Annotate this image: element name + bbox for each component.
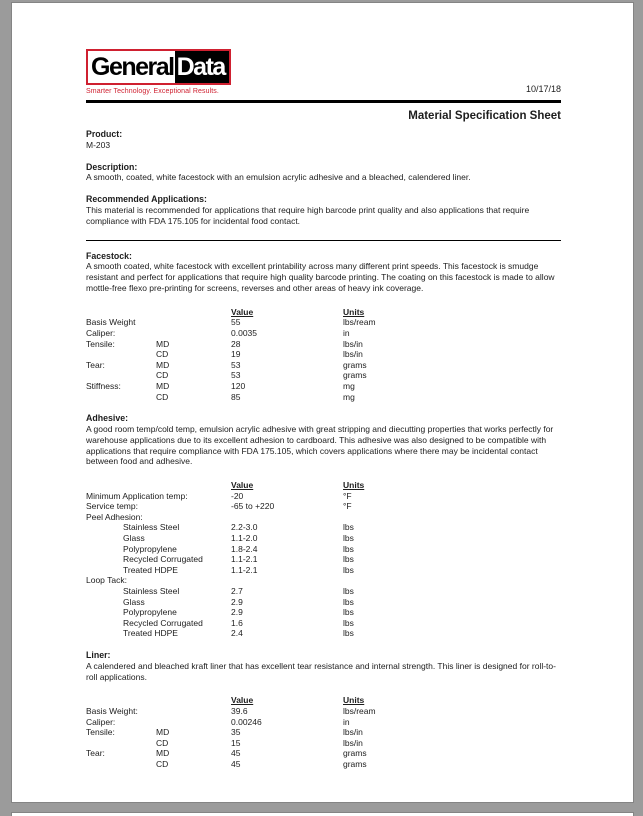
row-label: Stainless Steel (123, 586, 180, 597)
row-label: Glass (123, 533, 145, 544)
row-label: Polypropylene (123, 543, 177, 554)
row-value: 120 (231, 380, 246, 391)
row-value: 55 (231, 317, 241, 328)
units-column-header: Units (343, 695, 365, 706)
row-units: °F (343, 501, 352, 512)
row-label: Service temp: (86, 501, 138, 512)
table-row (86, 512, 561, 523)
row-units: lbs (343, 596, 354, 607)
row-units: lbs/ream (343, 705, 376, 716)
row-value: 53 (231, 370, 241, 381)
logo-text-data: Data (175, 51, 229, 83)
facestock-table (86, 307, 561, 402)
row-value: 15 (231, 737, 241, 748)
table-row (86, 607, 561, 618)
row-label: Glass (123, 596, 145, 607)
table-row (86, 628, 561, 639)
row-units: lbs (343, 543, 354, 554)
row-value: 53 (231, 359, 241, 370)
row-label: Tear: (86, 359, 105, 370)
row-value: 28 (231, 338, 241, 349)
row-units: in (343, 327, 350, 338)
row-label: Loop Tack: (86, 575, 127, 586)
row-direction: CD (156, 349, 169, 360)
facestock-body: A smooth coated, white facestock with excellent printability across many different print speeds. This facestock is smudge resistant and perfect for applications that require high quality barcode printing. The coating on this facestock is made to allow mottle-free flexo pre-printing for screens, reverses and other areas of heavy ink coverage. (86, 261, 555, 293)
row-direction: CD (156, 391, 169, 402)
row-direction: MD (156, 380, 170, 391)
value-column-header: Value (231, 306, 254, 317)
table-row (86, 349, 561, 360)
table-row (86, 727, 561, 738)
table-row (86, 392, 561, 403)
table-row (86, 381, 561, 392)
row-value: -65 to +220 (231, 501, 275, 512)
row-value: 1.1-2.0 (231, 533, 258, 544)
row-label: Recycled Corrugated (123, 617, 203, 628)
row-value: 35 (231, 727, 241, 738)
row-label: Tear: (86, 748, 105, 759)
table-row (86, 738, 561, 749)
row-units: grams (343, 758, 367, 769)
row-label: Caliper: (86, 327, 116, 338)
table-row (86, 597, 561, 608)
section-liner (86, 650, 561, 770)
row-units: lbs (343, 533, 354, 544)
row-direction: MD (156, 727, 170, 738)
table-row (86, 370, 561, 381)
row-value: 85 (231, 391, 241, 402)
row-direction: MD (156, 338, 170, 349)
table-row (86, 533, 561, 544)
table-row (86, 575, 561, 586)
row-units: lbs (343, 607, 354, 618)
row-value: 39.6 (231, 705, 248, 716)
logo-tagline: Smarter Technology. Exceptional Results. (86, 88, 219, 95)
table-row (86, 339, 561, 350)
row-units: lbs (343, 628, 354, 639)
row-value: 1.8-2.4 (231, 543, 258, 554)
row-units: grams (343, 370, 367, 381)
row-value: 2.7 (231, 586, 243, 597)
row-value: 19 (231, 349, 241, 360)
row-direction: CD (156, 737, 169, 748)
row-label: Recycled Corrugated (123, 554, 203, 565)
company-logo-box (86, 49, 231, 85)
row-label: Basis Weight (86, 317, 136, 328)
description-heading: Description: (86, 161, 138, 172)
section-description (86, 162, 561, 184)
row-label: Basis Weight: (86, 705, 138, 716)
row-units: mg (343, 380, 355, 391)
row-value: 2.9 (231, 596, 243, 607)
document-page (11, 2, 634, 803)
product-heading: Product: (86, 129, 123, 139)
table-header-row (86, 307, 561, 318)
row-units: °F (343, 490, 352, 501)
row-direction: CD (156, 758, 169, 769)
table-row (86, 759, 561, 770)
table-row (86, 586, 561, 597)
description-body: A smooth, coated, white facestock with an emulsion acrylic adhesive and a bleached, calendered liner. (86, 172, 471, 183)
row-value: 45 (231, 758, 241, 769)
row-units: lbs (343, 564, 354, 575)
row-label: Peel Adhesion: (86, 511, 143, 522)
section-adhesive (86, 413, 561, 639)
row-units: lbs/ream (343, 317, 376, 328)
row-units: grams (343, 359, 367, 370)
row-units: lbs (343, 586, 354, 597)
table-row (86, 748, 561, 759)
table-row (86, 565, 561, 576)
row-direction: CD (156, 370, 169, 381)
row-value: 45 (231, 748, 241, 759)
table-header-row (86, 480, 561, 491)
table-row (86, 706, 561, 717)
section-product (86, 129, 561, 151)
next-page-edge (11, 812, 634, 816)
facestock-heading: Facestock: (86, 250, 132, 261)
row-value: 1.1-2.1 (231, 554, 258, 565)
row-units: grams (343, 748, 367, 759)
units-column-header: Units (343, 480, 365, 491)
table-row (86, 618, 561, 629)
recommended-applications-body: This material is recommended for applications that require high barcode print quality and also applications that require compliance with FDA 175.105 for incidental food contact. (86, 204, 530, 226)
header-rule (86, 100, 561, 103)
table-row (86, 360, 561, 371)
row-value: 1.6 (231, 617, 243, 628)
sheet-title: Material Specification Sheet (408, 110, 561, 122)
table-row (86, 544, 561, 555)
row-value: 2.4 (231, 628, 243, 639)
value-column-header: Value (231, 480, 254, 491)
row-units: lbs/in (343, 349, 363, 360)
row-label: Caliper: (86, 716, 116, 727)
adhesive-body: A good room temp/cold temp, emulsion acrylic adhesive with great stripping and diecutting properties that works perfectly for warehouse applications due to its excellent adhesion to cardboard. This adhesive was also designed to be compatible with applications that require compliance with FDA 175.105, which covers applications where there may be incidental contact between food and adhesive. (86, 423, 554, 467)
row-label: Tensile: (86, 338, 115, 349)
row-units: mg (343, 391, 355, 402)
table-row (86, 328, 561, 339)
row-direction: MD (156, 748, 170, 759)
row-label: Treated HDPE (123, 564, 178, 575)
row-label: Treated HDPE (123, 628, 178, 639)
row-label: Polypropylene (123, 607, 177, 618)
table-row (86, 491, 561, 502)
page-content (86, 3, 561, 770)
row-value: 0.00246 (231, 716, 262, 727)
row-label: Minimum Application temp: (86, 490, 188, 501)
table-row (86, 317, 561, 328)
table-row (86, 717, 561, 728)
table-row (86, 522, 561, 533)
adhesive-heading: Adhesive: (86, 413, 129, 424)
section-recommended-applications (86, 194, 561, 226)
row-value: 2.9 (231, 607, 243, 618)
row-value: 2.2-3.0 (231, 522, 258, 533)
section-divider (86, 240, 561, 241)
row-label: Stiffness: (86, 380, 121, 391)
row-units: lbs/in (343, 338, 363, 349)
product-value: M-203 (86, 139, 111, 150)
row-label: Stainless Steel (123, 522, 180, 533)
row-label: Tensile: (86, 727, 115, 738)
liner-body: A calendered and bleached kraft liner that has excellent tear resistance and internal strength. This liner is designed for roll-to-roll applications. (86, 660, 556, 682)
value-column-header: Value (231, 695, 254, 706)
row-value: -20 (231, 490, 244, 501)
row-value: 0.0035 (231, 327, 257, 338)
section-facestock (86, 251, 561, 403)
row-units: lbs (343, 617, 354, 628)
liner-table (86, 695, 561, 769)
table-row (86, 554, 561, 565)
liner-heading: Liner: (86, 650, 111, 660)
table-row (86, 501, 561, 512)
adhesive-table (86, 480, 561, 639)
row-value: 1.1-2.1 (231, 564, 258, 575)
table-header-row (86, 695, 561, 706)
units-column-header: Units (343, 306, 365, 317)
row-units: lbs/in (343, 727, 363, 738)
row-units: lbs/in (343, 737, 363, 748)
row-units: in (343, 716, 350, 727)
row-units: lbs (343, 554, 354, 565)
document-date: 10/17/18 (525, 84, 561, 94)
recommended-applications-heading: Recommended Applications: (86, 194, 207, 205)
row-units: lbs (343, 522, 354, 533)
row-direction: MD (156, 359, 170, 370)
logo-text-general: General (88, 51, 175, 83)
company-logo (86, 49, 561, 96)
